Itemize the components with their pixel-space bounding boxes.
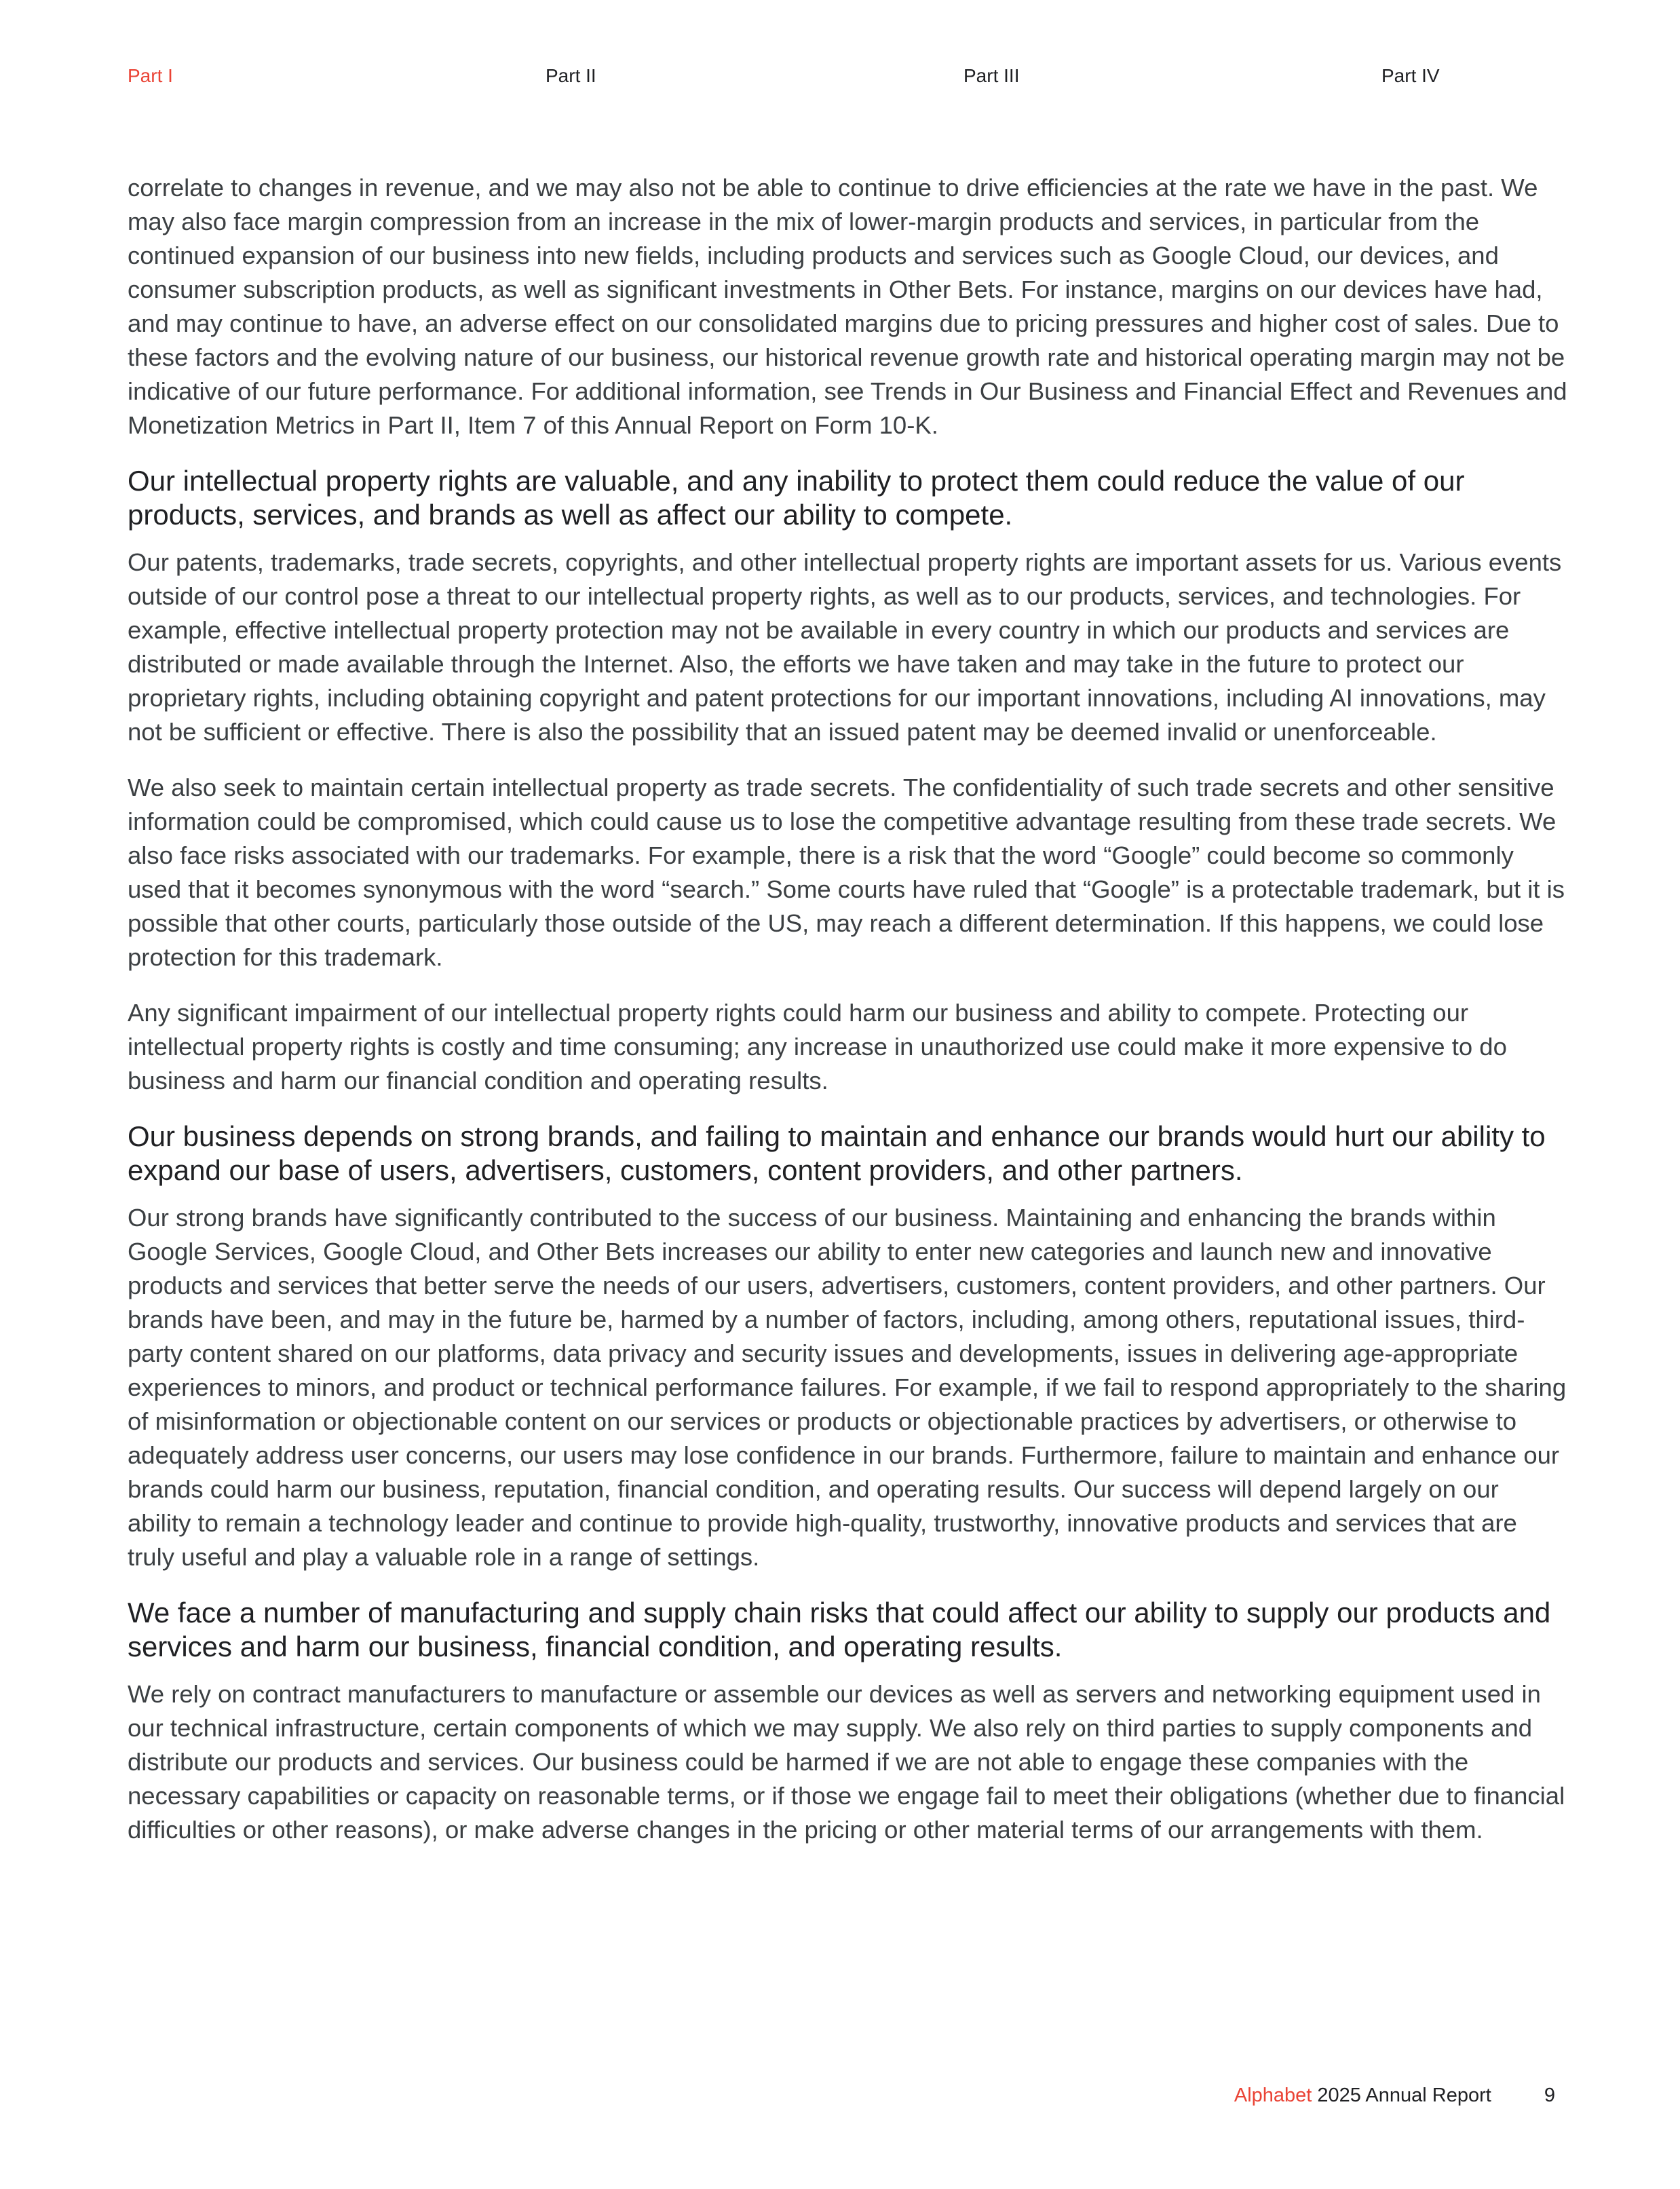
tab-part-2[interactable]: Part II [546,65,596,86]
section-heading: Our intellectual property rights are valuable, and any inability to protect them could reduce the value of our products, services, and brands as well as affect our ability to compete. [128,465,1465,531]
intro-paragraph: correlate to changes in revenue, and we may also not be able to continue to drive efficiencies at the rate we have in the past. We may also face margin compression from an increase in the mix of lower-margin products and services, in particular from the continued expansion of our business into new fields, including products and services such as Google Cloud, our devices, and consumer subscription products, as well as significant investments in Other Bets. For instance, margins on our devices have had, and may continue to have, an adverse effect on our consolidated margins due to pricing pressures and higher cost of sales. Due to these factors and the evolving nature of our business, our historical revenue growth rate and historical operating margin may not be indicative of our future performance. For additional information, see Trends in Our Business and Financial Effect and Revenues and Monetization Metrics in Part II, Item 7 of this Annual Report on Form 10-K. [128,174,1567,439]
section-heading: Our business depends on strong brands, and failing to maintain and enhance our brands would hurt our ability to expand our base of users, advertisers, customers, content providers, and other partners. [128,1120,1546,1186]
section-supply-chain [128,1596,1569,1847]
section-brands [128,1120,1569,1574]
tab-part-4[interactable]: Part IV [1381,65,1440,86]
body-paragraph: Our strong brands have significantly contributed to the success of our business. Maintaining and enhancing the brands within Google Services, Google Cloud, and Other Bets increases our ability to enter new categories and launch new and innovative products and services that better serve the needs of our users, advertisers, customers, content providers, and other partners. Our brands have been, and may in the future be, harmed by a number of factors, including, among others, reputational issues, third-party content shared on our platforms, data privacy and security issues and developments, issues in delivering age-appropriate experiences to minors, and product or technical performance failures. For example, if we fail to respond appropriately to the sharing of misinformation or objectionable content on our services or products or objectionable practices by advertisers, or otherwise to adequately address user concerns, our users may lose confidence in our brands. Furthermore, failure to maintain and enhance our brands could harm our business, reputation, financial condition, and operating results. Our success will depend largely on our ability to remain a technology leader and continue to provide high-quality, trustworthy, innovative products and services that are truly useful and play a valuable role in a range of settings. [128,1204,1567,1571]
page-number: 9 [1544,2085,1555,2106]
body-paragraph: Any significant impairment of our intellectual property rights could harm our business and ability to compete. Protecting our intellectual property rights is costly and time consuming; any increase in unauthorized use could make it more expensive to do business and harm our financial condition and operating results. [128,999,1507,1094]
body-paragraph: Our patents, trademarks, trade secrets, copyrights, and other intellectual property rights are important assets for us. Various events outside of our control pose a threat to our intellectual property rights, as well as to our products, services, and technologies. For example, effective intellectual property protection may not be available in every country in which our products and services are distributed or made available through the Internet. Also, the efforts we have taken and may take in the future to protect our proprietary rights, including obtaining copyright and patent protections for our important innovations, including AI innovations, may not be sufficient or effective. There is also the possibility that an issued patent may be deemed invalid or unenforceable. [128,548,1562,746]
page-footer [1234,2085,1555,2107]
document-body [128,171,1569,1869]
section-intellectual-property [128,464,1569,1098]
section-heading: We face a number of manufacturing and supply chain risks that could affect our ability to supply our products and services and harm our business, financial condition, and operating results. [128,1597,1551,1662]
tab-part-3[interactable]: Part III [963,65,1020,86]
footer-report-title: 2025 Annual Report [1317,2085,1491,2106]
body-paragraph: We also seek to maintain certain intellectual property as trade secrets. The confidentiality of such trade secrets and other sensitive information could be compromised, which could cause us to lose the competitive advantage resulting from these trade secrets. We also face risks associated with our trademarks. For example, there is a risk that the word “Google” could become so commonly used that it becomes synonymous with the word “search.” Some courts have ruled that “Google” is a protectable trademark, but it is possible that other courts, particularly those outside of the US, may reach a different determination. If this happens, we could lose protection for this trademark. [128,774,1565,971]
tab-part-1[interactable]: Part I [128,65,173,86]
footer-brand: Alphabet [1234,2085,1312,2106]
part-navigation [128,65,1552,92]
body-paragraph: We rely on contract manufacturers to manufacture or assemble our devices as well as servers and networking equipment used in our technical infrastructure, certain components of which we may supply. We also rely on third parties to supply components and distribute our products and services. Our business could be harmed if we are not able to engage these companies with the necessary capabilities or capacity on reasonable terms, or if those we engage fail to meet their obligations (whether due to financial difficulties or other reasons), or make adverse changes in the pricing or other material terms of our arrangements with them. [128,1680,1565,1844]
